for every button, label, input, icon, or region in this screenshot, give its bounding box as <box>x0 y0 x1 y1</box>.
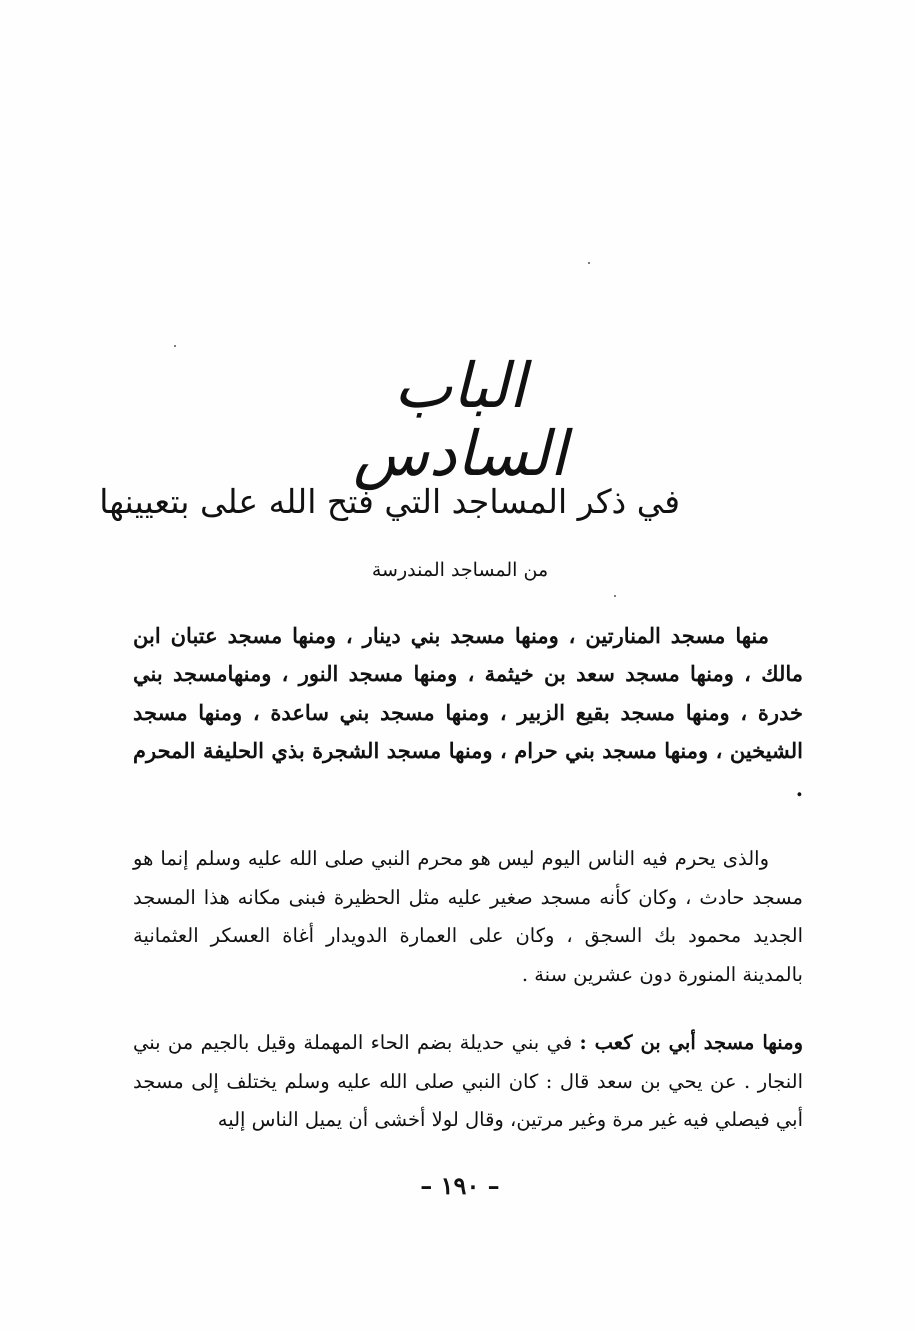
paragraph-ubayy-mosque <box>133 1024 803 1140</box>
paragraph-mosques-list: منها مسجد المنارتين ، ومنها مسجد بني دينار ، ومنها مسجد عتبان ابن مالك ، ومنها مسجد سعد بن خيثمة ، ومنها مسجد النور ، ومنهامسجد بني خدرة ، ومنها مسجد بقيع الزبير ، ومنها مسجد بني ساعدة ، ومنها مسجد الشيخين ، ومنها مسجد بني حرام ، ومنها مسجد الشجرة بذي الحليفة المحرم . <box>133 623 803 802</box>
section-label: من المساجد المندرسة <box>371 559 549 581</box>
paper-speck <box>174 345 176 347</box>
paragraph-lead-heading: ومنها مسجد أبي بن كعب : <box>579 1031 803 1054</box>
chapter-title: الباب السادس <box>353 349 567 491</box>
paragraph-miqat-mosque: والذى يحرم فيه الناس اليوم ليس هو محرم النبي صلى الله عليه وسلم إنما هو مسجد حادث ، وكان كأنه مسجد صغير عليه مثل الحظيرة فبنى مكانه هذا المسجد الجديد محمود بك السجق ، وكان على العمارة الدويدار أغاة العسكر العثمانية بالمدينة المنورة دون عشرين سنة . <box>133 847 803 986</box>
page-number: – ١٩٠ – <box>420 1171 500 1200</box>
chapter-subtitle: في ذكر المساجد التي فتح الله على بتعيينها <box>99 482 680 521</box>
paragraph-body-text: في بني حديلة بضم الحاء المهملة وقيل بالجيم من بني النجار . عن يحي بن سعد قال : كان النبي صلى الله عليه وسلم يختلف إلى مسجد أبي فيصلي فيه غير مرة وغير مرتين، وقال لولا أخشى أن يميل الناس إليه <box>133 1031 803 1131</box>
paper-speck <box>614 595 616 597</box>
paper-speck <box>588 262 590 264</box>
